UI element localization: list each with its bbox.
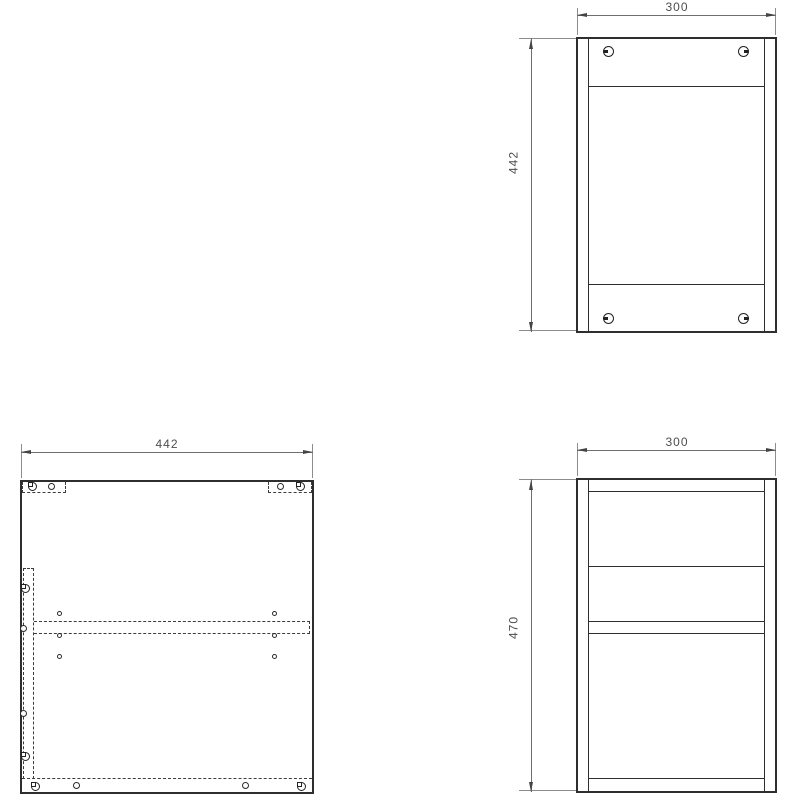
dowel-hole-icon	[57, 633, 62, 638]
cam-fitting-icon	[31, 782, 40, 791]
dowel-fitting-icon	[48, 483, 55, 490]
dim-label-front-view-width: 300	[665, 435, 689, 449]
cam-fitting-icon	[21, 584, 30, 593]
front-view-shelf-top-line	[589, 621, 764, 622]
dim-extension-line	[519, 38, 576, 39]
dowel-hole-icon	[272, 633, 277, 638]
dim-line	[577, 15, 776, 16]
cam-fitting-icon	[21, 752, 30, 761]
hidden-top-rail-right	[268, 482, 312, 493]
dim-arrow-icon	[577, 448, 587, 452]
dowel-fitting-icon	[242, 782, 249, 789]
cam-screw-icon	[738, 46, 749, 57]
dowel-fitting-icon	[20, 625, 27, 632]
front-view-mid-line	[589, 566, 764, 567]
dowel-hole-icon	[57, 611, 62, 616]
dim-extension-line	[519, 479, 576, 480]
hidden-bottom-panel-line	[22, 778, 312, 779]
dim-label-side-panel-width: 442	[155, 437, 179, 451]
dowel-fitting-icon	[73, 782, 80, 789]
front-view-right-panel-line	[764, 480, 765, 791]
dim-extension-line	[519, 330, 576, 331]
dim-arrow-icon	[21, 450, 31, 454]
front-view-outline	[576, 478, 777, 793]
dowel-hole-icon	[272, 611, 277, 616]
dim-arrow-icon	[529, 322, 533, 332]
dowel-fitting-icon	[20, 710, 27, 717]
cam-fitting-icon	[297, 782, 306, 791]
dowel-fitting-icon	[277, 483, 284, 490]
dim-arrow-icon	[529, 39, 533, 49]
dim-arrow-icon	[766, 13, 776, 17]
dim-arrow-icon	[529, 480, 533, 490]
dim-line	[531, 479, 532, 792]
top-view-opening-rect	[588, 86, 765, 285]
dim-arrow-icon	[577, 13, 587, 17]
dim-arrow-icon	[303, 450, 313, 454]
dim-arrow-icon	[529, 782, 533, 792]
cam-fitting-icon	[28, 482, 37, 491]
dim-arrow-icon	[766, 448, 776, 452]
hidden-front-stile	[23, 568, 34, 779]
cam-fitting-icon	[296, 482, 305, 491]
front-view-bottom-panel-line	[589, 778, 764, 779]
cam-screw-icon	[738, 313, 749, 324]
cam-screw-icon	[603, 46, 614, 57]
dowel-hole-icon	[272, 654, 277, 659]
dim-label-top-view-depth: 442	[506, 150, 521, 175]
dim-line	[577, 450, 776, 451]
dim-label-top-view-width: 300	[665, 0, 689, 14]
side-panel-outline	[20, 480, 314, 794]
front-view-top-rail-line	[589, 491, 764, 492]
dowel-hole-icon	[57, 654, 62, 659]
dim-line	[21, 452, 313, 453]
dim-extension-line	[519, 790, 576, 791]
hidden-shelf	[34, 621, 310, 634]
front-view-shelf-bottom-line	[589, 633, 764, 634]
front-view-left-panel-line	[588, 480, 589, 791]
dim-label-front-view-height: 470	[506, 615, 521, 640]
cam-screw-icon	[603, 313, 614, 324]
dim-line	[531, 38, 532, 332]
